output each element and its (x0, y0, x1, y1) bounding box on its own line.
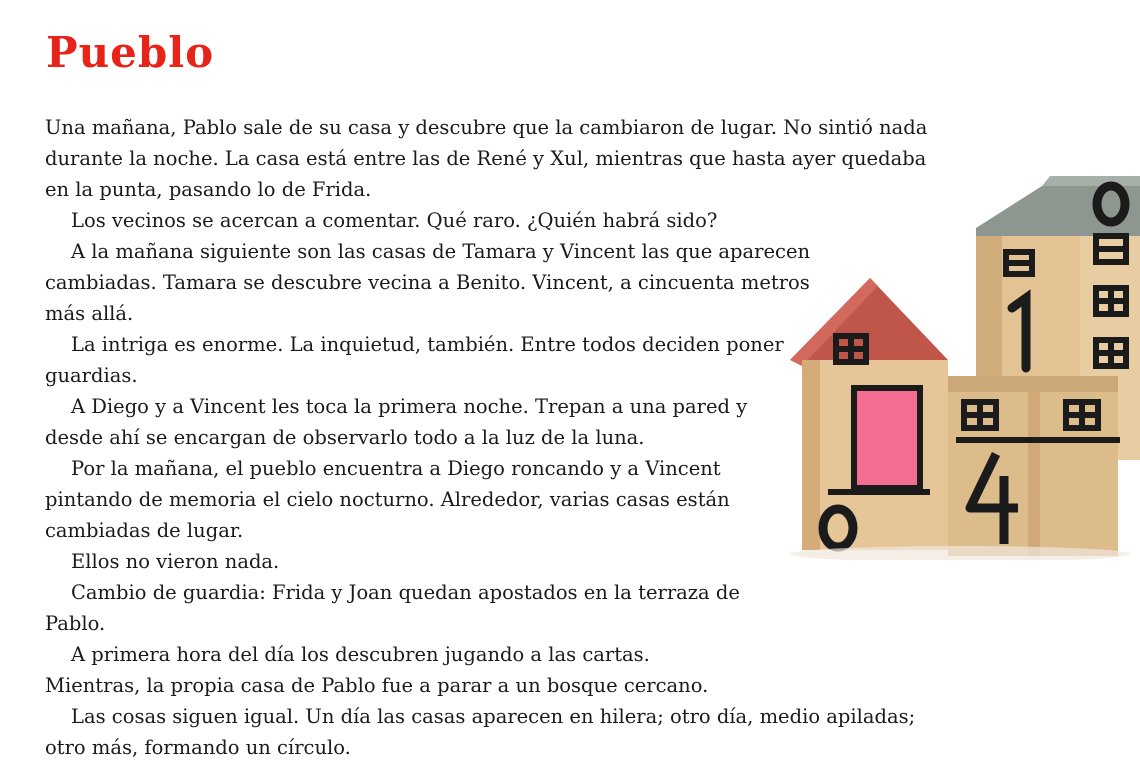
paragraph-3: A la mañana siguiente son las casas de Tamara y Vincent las que aparecen cambiadas. Tamara se descubre vecina a Benito. Vincent, a cincuenta metros más allá. (45, 240, 811, 325)
paragraph-2: Los vecinos se acercan a comentar. Qué raro. ¿Quién habrá sido? (71, 209, 718, 232)
wooden-block-houses-photo (780, 140, 1140, 560)
block-left-shadow (802, 360, 820, 550)
paragraph-9: A primera hora del día los descubren jugando a las cartas. Mientras, la propia casa de Pablo fue a parar a un bosque cercano. (45, 643, 709, 697)
window-pink (854, 388, 920, 488)
paragraph-5: A Diego y a Vincent les toca la primera noche. Trepan a una pared y desde ahí se encargan de observarlo todo a la luz de la luna. (45, 395, 748, 449)
paragraph-10: Las cosas siguen igual. Un día las casas aparecen en hilera; otro día, medio apiladas; otro más, formando un círculo. (45, 705, 916, 759)
page-title: Pueblo (46, 28, 215, 77)
block-front-seam (1028, 392, 1040, 556)
paragraph-6: Por la mañana, el pueblo encuentra a Diego roncando y a Vincent pintando de memoria el cielo nocturno. Alrededor, varias casas están cambiadas de lugar. (45, 457, 730, 542)
paragraph-8: Cambio de guardia: Frida y Joan quedan apostados en la terraza de Pablo. (45, 581, 740, 635)
roof-gray-tall-top (1042, 176, 1140, 186)
paragraph-7: Ellos no vieron nada. (71, 550, 280, 573)
paragraph-1: Una mañana, Pablo sale de su casa y descubre que la cambiaron de lugar. No sintió nada durante la noche. La casa está entre las de René y Xul, mientras que hasta ayer quedaba en la punta, pasando lo de Frida. (45, 116, 928, 201)
paragraph-4: La intriga es enorme. La inquietud, también. Entre todos deciden poner guardias. (45, 333, 784, 387)
roof-gray-tall (976, 186, 1140, 236)
block-front-top-edge (948, 376, 1118, 392)
